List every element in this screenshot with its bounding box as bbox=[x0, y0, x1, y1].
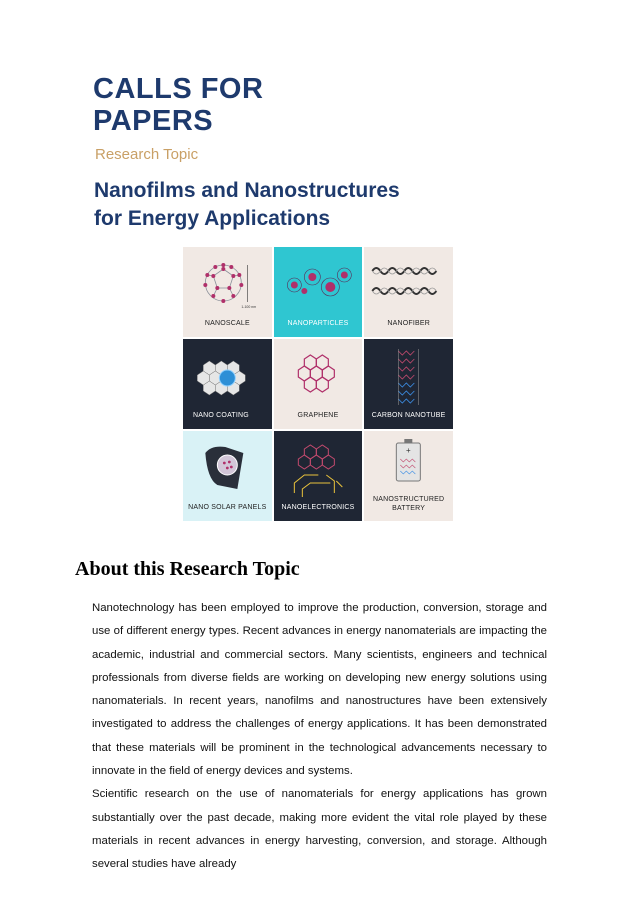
tile-nanoparticles bbox=[274, 247, 363, 337]
tile-label-graphene: GRAPHENE bbox=[297, 412, 339, 419]
tile-label-nanoparticles: NANOPARTICLES bbox=[287, 320, 349, 327]
battery-label-line-1: NANOSTRUCTURED bbox=[373, 496, 445, 503]
tile-label-carbon-nanotube: CARBON NANOTUBE bbox=[371, 412, 446, 419]
topic-title-line-1: Nanofilms and Nanostructures bbox=[94, 179, 400, 202]
tile-label-nano-coating: NANO COATING bbox=[193, 412, 249, 419]
calls-line-2: PAPERS bbox=[93, 105, 214, 137]
tile-nanoelectronics bbox=[274, 431, 363, 521]
battery-label-line-2: BATTERY bbox=[392, 505, 426, 512]
svg-text:+: + bbox=[406, 446, 411, 455]
tile-nanofiber bbox=[364, 247, 453, 337]
tile-label-nanofiber: NANOFIBER bbox=[387, 320, 430, 327]
tile-label-nanoscale: NANOSCALE bbox=[204, 320, 250, 327]
calls-line-1: CALLS FOR bbox=[93, 73, 264, 105]
about-body bbox=[92, 597, 547, 877]
nanotech-grid bbox=[183, 247, 453, 521]
tile-nanostructured-battery bbox=[364, 431, 453, 521]
tile-nanoscale bbox=[183, 247, 272, 337]
about-paragraph-2: Scientific research on the use of nanomaterials for energy applications has grown substantially over the past decade, making more evident the vital role played by these materials in recent advances in energy harvesting, conversion, and storage. Although several studies have already bbox=[92, 788, 547, 871]
tile-nano-solar-panels bbox=[183, 431, 272, 521]
topic-title-line-2: for Energy Applications bbox=[94, 207, 331, 230]
research-topic-label: Research Topic bbox=[95, 146, 199, 163]
tile-label-nano-solar-panels: NANO SOLAR PANELS bbox=[188, 504, 267, 511]
tile-carbon-nanotube bbox=[364, 339, 453, 429]
topic-title bbox=[94, 177, 400, 233]
about-heading: About this Research Topic bbox=[75, 558, 300, 580]
about-paragraph-1: Nanotechnology has been employed to improve the production, conversion, storage and use of different energy types. Recent advances in energy nanomaterials are impacting the academic, industrial and commercial sectors. Many scientists, engineers and technical professionals from diverse fields are working on developing new energy solutions using nanomaterials. In recent years, nanofilms and nanostructures have been extensively investigated to address the challenges of energy applications. It has been demonstrated that these materials will be prominent in the technological advancements necessary to innovate in the field of energy devices and systems. bbox=[92, 602, 547, 778]
tile-graphene bbox=[274, 339, 363, 429]
tile-label-nanostructured-battery bbox=[364, 495, 453, 513]
tile-label-nanoelectronics: NANOELECTRONICS bbox=[281, 504, 355, 511]
svg-text:1-100 nm: 1-100 nm bbox=[241, 305, 257, 309]
calls-for-papers-heading bbox=[93, 73, 263, 137]
tile-nano-coating bbox=[183, 339, 272, 429]
